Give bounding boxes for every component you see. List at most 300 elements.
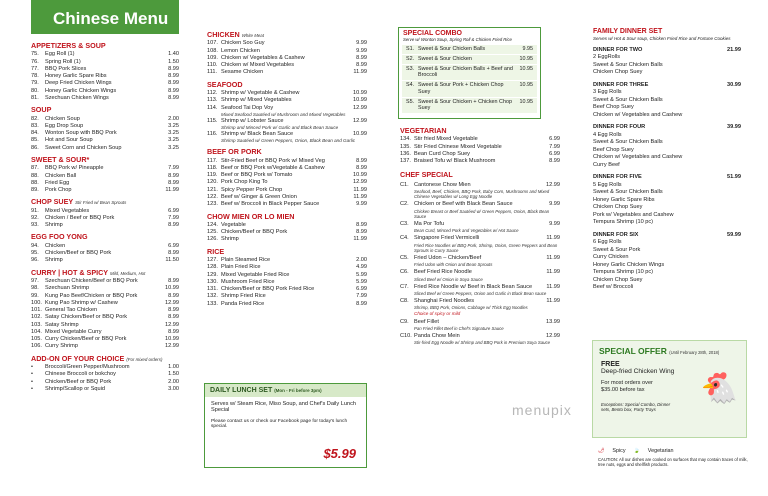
combo-item — [402, 55, 537, 64]
item-name: Shrimp — [45, 222, 63, 229]
item-price: 8.99 — [356, 229, 367, 236]
item-description: Shrimp Sautéed w/ Green Peppers, Onion, Black Bean and Garlic — [221, 138, 356, 144]
item-name: Stir fried Mixed Vegetable — [414, 136, 478, 143]
item-name: Deep Fried Chicken Wings — [45, 80, 112, 87]
menu-item — [400, 333, 560, 340]
item-price: 11.99 — [353, 186, 367, 193]
item-name: Shrimp Fried Rice — [221, 293, 266, 300]
set-item: Beef w/ Broccoli — [593, 284, 634, 291]
item-description: Stir-fried Egg Noodle w/ Shrimp and BBQ Pork in Premium Soya Sauce — [414, 340, 551, 346]
section-heading: CHICKEN White Meat — [207, 30, 264, 39]
set-item: Honey Garlic Spare Ribs — [593, 196, 655, 203]
menu-item — [31, 278, 179, 285]
menu-item — [31, 145, 179, 152]
item-name: Broccoli/Green Pepper/Mushroom — [45, 364, 130, 371]
item-name: Lemon Chicken — [221, 47, 260, 54]
item-name: Beef w/ Broccoli in Black Pepper Sauce — [221, 201, 320, 208]
item-name: BBQ Pork Slices — [45, 65, 87, 72]
menu-item — [31, 293, 179, 300]
item-name: Vegetable — [221, 221, 246, 228]
item-name: Satay Chicken/Beef or BBQ Pork — [45, 314, 128, 321]
menu-item — [400, 298, 560, 305]
item-number: S5. — [406, 98, 415, 105]
set-heading — [593, 232, 741, 239]
item-price: 10.99 — [353, 131, 367, 138]
item-number: 93. — [31, 222, 39, 229]
item-price: 3.25 — [168, 144, 179, 151]
item-number: 113. — [207, 97, 218, 104]
item-number: 125. — [207, 229, 218, 236]
item-price: 12.99 — [165, 299, 179, 306]
item-price: 10.99 — [165, 336, 179, 343]
item-price: 7.99 — [168, 214, 179, 221]
item-name: Chicken/Beef or BBQ Pork — [45, 250, 112, 257]
item-price: 6.99 — [356, 286, 367, 293]
item-price: 8.99 — [356, 62, 367, 69]
set-item: Chicken w/ Vegetables and Cashew — [593, 111, 683, 118]
menu-item — [31, 88, 179, 95]
item-name: Szechuan Shrimp — [45, 285, 90, 292]
item-name: Chicken/Beef or BBQ Pork Fried Rice — [221, 286, 315, 293]
item-price: 8.99 — [168, 250, 179, 257]
set-price: 59.99 — [727, 231, 741, 238]
item-number: 126. — [207, 236, 218, 243]
item-price: 6.99 — [549, 136, 560, 143]
menu-item — [31, 257, 179, 264]
menu-item — [400, 151, 560, 158]
menu-item — [400, 144, 560, 151]
family-title: FAMILY DINNER SET — [593, 28, 663, 35]
item-number: 115. — [207, 117, 218, 124]
menu-item — [31, 116, 179, 123]
item-description: Bean Curd, Minced Pork and Vegetables w/ Hot Sauce — [414, 228, 519, 234]
item-price: 9.95 — [522, 46, 533, 52]
item-price: 10.95 — [519, 82, 533, 88]
item-name: Hot and Sour Soup — [45, 137, 93, 144]
item-name: Stir Fried Chinese Mixed Vegetable — [414, 143, 502, 150]
menu-item — [207, 301, 367, 308]
item-number: C6. — [400, 269, 409, 276]
item-price: 8.99 — [168, 292, 179, 299]
offer-title: SPECIAL OFFER (Until February 28th, 2018) — [599, 346, 720, 356]
item-number: 131. — [207, 286, 218, 293]
menu-item — [31, 386, 179, 393]
set-item: Beef Chop Suey — [593, 104, 634, 111]
item-price: 13.99 — [546, 318, 560, 325]
menu-item — [31, 130, 179, 137]
item-price: 7.99 — [549, 143, 560, 150]
offer-note: (Until February 28th, 2018) — [669, 350, 720, 355]
item-description: Mixed Seafood Sautéed w/ Mushroom and Mixed Vegetables — [221, 111, 346, 117]
item-number: S3. — [406, 65, 415, 72]
menu-title: Chinese Menu — [31, 0, 179, 34]
item-name: Panda Fried Rice — [221, 300, 265, 307]
item-price: 8.99 — [168, 73, 179, 80]
item-price: 1.00 — [168, 364, 179, 371]
section-heading: BEEF OR PORK — [207, 147, 262, 157]
column-1 — [31, 38, 179, 393]
item-number: 91. — [31, 207, 39, 214]
legend — [598, 448, 748, 468]
item-number: 96. — [31, 257, 39, 264]
item-name: Cantonese Chow Mien — [414, 181, 471, 188]
item-number: 128. — [207, 264, 218, 271]
item-number: C2. — [400, 201, 409, 208]
menu-item — [207, 179, 367, 186]
item-description: Sliced Beef w/ Onion in Soya Sauce — [414, 276, 483, 282]
item-price: 10.99 — [353, 90, 367, 97]
item-name: Shrimp w/ Vegetable & Cashew — [221, 90, 300, 97]
item-price: 11.99 — [165, 187, 179, 194]
item-price: 11.99 — [353, 69, 367, 76]
menu-item — [207, 187, 367, 194]
item-price: 10.95 — [519, 65, 533, 72]
item-price: 11.99 — [353, 236, 367, 243]
set-item: Curry Beef — [593, 161, 620, 168]
item-number: 97. — [31, 278, 39, 284]
menu-item — [207, 165, 367, 172]
item-price: 8.99 — [168, 179, 179, 186]
item-name: Honey Garlic Spare Ribs — [45, 73, 107, 80]
menu-item — [400, 255, 560, 262]
section-heading: EGG FOO YONG — [31, 232, 88, 242]
item-price: 9.99 — [356, 201, 367, 208]
set-item: Tempura Shrimp (10 pc) — [593, 219, 653, 226]
item-number: 114. — [207, 104, 218, 111]
item-price: 11.99 — [546, 254, 560, 261]
item-description: Pan Fried Fillet Beef in Chef's Signature Sauce — [414, 325, 504, 331]
item-number: 100. — [31, 299, 42, 306]
section-note: Stir Fried w/ Bean Sprouts — [75, 200, 127, 206]
item-name: Wonton Soup with BBQ Pork — [45, 130, 117, 137]
set-item: 6 Egg Rolls — [593, 239, 622, 246]
item-name: Mixed Vegetable Curry — [45, 328, 102, 335]
item-price: 1.50 — [168, 371, 179, 378]
lunch-text: Serves w/ Steam Rice, Miso Soup, and Chef's Daily Lunch Special — [211, 401, 357, 413]
item-name: Fried Egg — [45, 179, 70, 186]
item-price: 3.00 — [168, 385, 179, 392]
item-name: Kung Pao Shrimp w/ Cashew — [45, 299, 118, 306]
item-name: Shanghai Fried Noodles — [414, 298, 475, 305]
menu-item — [31, 300, 179, 307]
menu-item — [31, 379, 179, 386]
menu-item — [31, 285, 179, 292]
item-number: 89. — [31, 187, 39, 194]
item-price: 8.99 — [168, 94, 179, 101]
set-price: 21.99 — [727, 46, 741, 53]
family-dinner-column — [593, 27, 741, 292]
item-number: • — [31, 364, 33, 371]
menu-item — [207, 236, 367, 243]
menu-item — [31, 180, 179, 187]
item-name: Shrimp w/ Black Bean Sauce — [221, 131, 294, 138]
item-name: Szechuan Chicken Wings — [45, 94, 109, 101]
item-description: Fried Rice Noodles w/ BBQ Pork, Shrimp, Onion, Green Peppers and Bean Sprouts in Curry Sauce — [414, 242, 558, 253]
item-number: 129. — [207, 271, 218, 278]
menu-item — [400, 158, 560, 165]
menu-item — [31, 80, 179, 87]
item-price: 9.99 — [356, 47, 367, 54]
set-item: Sweet & Sour Chicken Balls — [593, 189, 663, 196]
item-description: Seafood, Beef, Chicken, BBQ Pork, Baby Corn, Mushrooms and Mixed Chinese Vegetables w/ Long Egg Noodle — [414, 189, 550, 200]
column-3 — [400, 123, 560, 345]
menu-item — [207, 158, 367, 165]
item-number: 104. — [31, 328, 42, 335]
combo-note: Serve w/ Wonton Soup, Spring Roll & Chicken Fried Rice — [403, 37, 512, 42]
item-name: Shrimp w/ Lobster Sauce — [221, 117, 284, 124]
menu-item — [31, 95, 179, 102]
item-price: 10.95 — [519, 55, 533, 62]
legend-row — [598, 448, 748, 454]
item-number: • — [31, 378, 33, 385]
set-heading — [593, 82, 741, 89]
item-price: 3.25 — [168, 122, 179, 129]
item-number: 92. — [31, 214, 39, 221]
item-name: Shrimp w/ Mixed Vegetables — [221, 97, 292, 104]
item-price: 8.99 — [356, 54, 367, 61]
menu-item — [31, 73, 179, 80]
item-price: 8.99 — [168, 172, 179, 179]
item-price: 8.99 — [549, 158, 560, 165]
item-price: 12.99 — [353, 179, 367, 186]
offer-item: Deep-fried Chicken Wing — [601, 368, 675, 375]
item-description: Fried Udon with Onion and Bean Sprouts — [414, 262, 493, 268]
item-number: C9. — [400, 318, 409, 325]
item-number: 80. — [31, 87, 39, 94]
set-item: Chicken Chop Suey — [593, 276, 643, 283]
item-number: 117. — [207, 157, 218, 164]
item-name: Braised Tofu w/ Black Mushroom — [414, 158, 496, 165]
item-number: C3. — [400, 220, 409, 227]
section-heading: CHOP SUEY Stir Fried w/ Bean Sprouts — [31, 197, 127, 207]
item-description: Shrimp, BBQ Pork, Onions, Cabbage w/ Thick Egg Noodles — [414, 305, 528, 311]
set-item: Tempura Shrimp (10 pc) — [593, 269, 653, 276]
menu-item — [400, 201, 560, 208]
lunch-note: (Mon - Fri before 3pm) — [274, 388, 322, 393]
item-name: Singapore Fried Vermicelli — [414, 235, 480, 242]
set-price: 51.99 — [727, 174, 741, 181]
item-name: Curry Shrimp — [45, 343, 78, 350]
menu-item — [207, 118, 367, 125]
item-price: 8.99 — [168, 278, 179, 284]
item-number: C5. — [400, 254, 409, 261]
item-price: 11.99 — [546, 298, 560, 305]
item-number: 136. — [400, 150, 411, 157]
item-number: 133. — [207, 300, 218, 307]
item-price: 10.95 — [519, 98, 533, 105]
menu-item — [400, 319, 560, 326]
menu-item — [31, 66, 179, 73]
item-number: 109. — [207, 54, 218, 61]
item-name: Plain Steamed Rice — [221, 257, 271, 264]
menu-item — [207, 97, 367, 104]
item-price: 11.99 — [546, 269, 560, 276]
item-name: Chicken Soup — [45, 115, 80, 122]
item-number: 94. — [31, 242, 39, 249]
menu-item — [207, 40, 367, 47]
menu-item — [207, 55, 367, 62]
item-name: Spring Roll (1) — [45, 58, 81, 65]
set-item: Honey Garlic Chicken Wings — [593, 261, 665, 268]
item-number: C10. — [400, 333, 412, 340]
item-number: 106. — [31, 343, 42, 350]
chicken-mascot-icon: 🐔 — [700, 372, 738, 405]
item-number: 75. — [31, 51, 39, 58]
section-heading: ADD-ON OF YOUR CHOICE (For mixed orders) — [31, 353, 163, 363]
item-name: Chicken/Beef or BBQ Pork — [45, 378, 112, 385]
item-number: • — [31, 385, 33, 392]
combo-item — [402, 45, 537, 54]
set-price: 30.99 — [727, 81, 741, 88]
menu-item — [31, 137, 179, 144]
item-description: Sliced Beef w/ Green Peppers, Onion and Garlic in Black Bean sauce — [414, 291, 547, 297]
item-number: 76. — [31, 58, 39, 65]
menu-item — [400, 136, 560, 143]
menu-item — [207, 222, 367, 229]
menu-item — [31, 165, 179, 172]
item-number: 130. — [207, 278, 218, 285]
item-name: Beef w/ Ginger & Green Onion — [221, 193, 297, 200]
menu-item — [31, 222, 179, 229]
item-number: 123. — [207, 201, 218, 208]
section-heading: APPETIZERS & SOUP — [31, 41, 106, 50]
item-name: Shrimp — [45, 257, 63, 264]
item-number: 79. — [31, 80, 39, 87]
item-number: 88. — [31, 172, 39, 179]
menu-item — [31, 215, 179, 222]
item-price: 5.99 — [356, 278, 367, 285]
menu-item — [400, 284, 560, 291]
item-number: 116. — [207, 131, 218, 138]
item-name: Chicken w/ Vegetables & Cashew — [221, 54, 305, 61]
set-item: Curry Chicken — [593, 254, 629, 261]
item-name: Chicken / Beef or BBQ Pork — [45, 214, 115, 221]
item-price: 12.99 — [546, 333, 560, 340]
item-number: 77. — [31, 65, 39, 72]
item-price: 9.99 — [549, 201, 560, 208]
item-number: S4. — [406, 82, 415, 88]
watermark: menupix — [512, 402, 572, 418]
set-item: 2 EggRolls — [593, 54, 621, 61]
item-number: 88. — [31, 179, 39, 186]
lunch-price: $5.99 — [323, 446, 356, 461]
item-name: Mixed Vegetables — [45, 207, 90, 214]
item-number: 111. — [207, 69, 218, 76]
caution-text: CAUTION: All our dishes are cooked on surfaces that may contain traces of milk, tree nuts, eggs and shellfish products. — [598, 457, 748, 468]
offer-condition: For most orders over $35.00 before tax — [601, 380, 653, 394]
set-name: DINNER FOR THREE — [593, 81, 649, 88]
menu-item — [207, 286, 367, 293]
item-number: 122. — [207, 193, 218, 200]
set-item: Sweet & Sour Chicken Balls — [593, 61, 663, 68]
item-price: 10.99 — [353, 172, 367, 179]
set-item: Chicken Chop Suey — [593, 69, 643, 76]
item-price: 8.99 — [168, 328, 179, 335]
item-name: Beef or BBQ Pork w/ Tomato — [221, 172, 293, 179]
menu-item — [31, 322, 179, 329]
menu-item — [207, 194, 367, 201]
set-name: DINNER FOR TWO — [593, 46, 643, 53]
offer-exceptions: Exceptions: Special Combo, Dinner sets, Bento box, Party Trays — [601, 401, 671, 412]
item-number: 107. — [207, 40, 218, 47]
item-number: 82. — [31, 115, 39, 122]
item-price: 12.99 — [546, 181, 560, 188]
item-price: 12.99 — [165, 321, 179, 328]
column-2 — [207, 27, 367, 308]
item-name: Kung Pao Beef/Chicken or BBQ Pork — [45, 292, 138, 299]
item-number: 86. — [31, 144, 39, 151]
item-price: 6.99 — [168, 207, 179, 214]
item-name: Chicken Soo Guy — [221, 40, 265, 47]
item-number: C7. — [400, 283, 409, 290]
item-name: Sweet & Sour Chicken — [418, 55, 472, 62]
item-price: 6.99 — [168, 242, 179, 249]
item-number: 98. — [31, 285, 39, 292]
item-number: 132. — [207, 293, 218, 300]
item-name: General Tao Chicken — [45, 307, 98, 314]
menu-item — [207, 48, 367, 55]
item-name: Bean Curd Chop Suey — [414, 150, 470, 157]
item-number: 137. — [400, 158, 411, 165]
combo-item — [402, 81, 537, 97]
menu-item — [31, 336, 179, 343]
menu-item — [207, 172, 367, 179]
set-item: Sweet & Sour Chicken Balls — [593, 139, 663, 146]
item-name: Plain Fried Rice — [221, 264, 261, 271]
item-price: 9.99 — [549, 220, 560, 227]
item-price: 8.99 — [356, 164, 367, 171]
item-name: Chicken — [45, 242, 66, 249]
item-number: 105. — [31, 336, 42, 343]
item-name: Seafood Tai Dop Voy — [221, 104, 274, 111]
menu-item — [207, 201, 367, 208]
item-price: 8.99 — [356, 221, 367, 228]
item-name: Satay Shrimp — [45, 321, 79, 328]
item-name: Mixed Vegetable Fried Rice — [221, 271, 290, 278]
item-price: 2.00 — [168, 378, 179, 385]
item-name: Chicken/Beef or BBQ Pork — [221, 229, 288, 236]
item-description: Shrimp and Minced Pork w/ Garlic and Black Bean Sauce — [221, 125, 339, 131]
item-price: 6.99 — [549, 150, 560, 157]
set-heading — [593, 174, 741, 181]
item-name: Sweet & Sour Chicken Balls + Beef and Broccoli — [418, 65, 513, 79]
legend-vegetarian: Vegetarian — [647, 448, 674, 454]
menu-item — [31, 250, 179, 257]
item-name: Beef Fillet — [414, 318, 439, 325]
menu-item — [207, 69, 367, 76]
item-number: 83. — [31, 122, 39, 129]
item-name: Chicken or Beef with Black Bean Sauce — [414, 201, 513, 208]
item-number: 103. — [31, 321, 42, 328]
item-number: 119. — [207, 172, 218, 179]
menu-item — [31, 343, 179, 350]
item-description: Chicken Breast or Beef Sautéed w/ Green Peppers, Onion, Black Bean Sauce — [414, 208, 550, 219]
menu-item — [31, 173, 179, 180]
item-name: Fried Udon – Chicken/Beef — [414, 254, 482, 261]
item-name: Mushroom Fried Rice — [221, 278, 275, 285]
family-note: Serves w/ Hot & Sour soup, Chicken Fried Rice and Fortune Cookies — [593, 36, 731, 42]
item-name: Chinese Broccoli or bokchoy — [45, 371, 116, 378]
section-heading: VEGETARIAN — [400, 126, 447, 135]
menu-item — [207, 279, 367, 286]
menu-item — [207, 105, 367, 112]
combo-title: SPECIAL COMBO — [403, 30, 462, 37]
item-number: 84. — [31, 130, 39, 137]
item-price: 8.99 — [356, 157, 367, 164]
item-name: Stir-Fried Beef or BBQ Pork w/ Mixed Veg — [221, 157, 325, 164]
item-name: Sweet Corn and Chicken Soup — [45, 144, 122, 151]
section-note: (For mixed orders) — [126, 356, 163, 362]
